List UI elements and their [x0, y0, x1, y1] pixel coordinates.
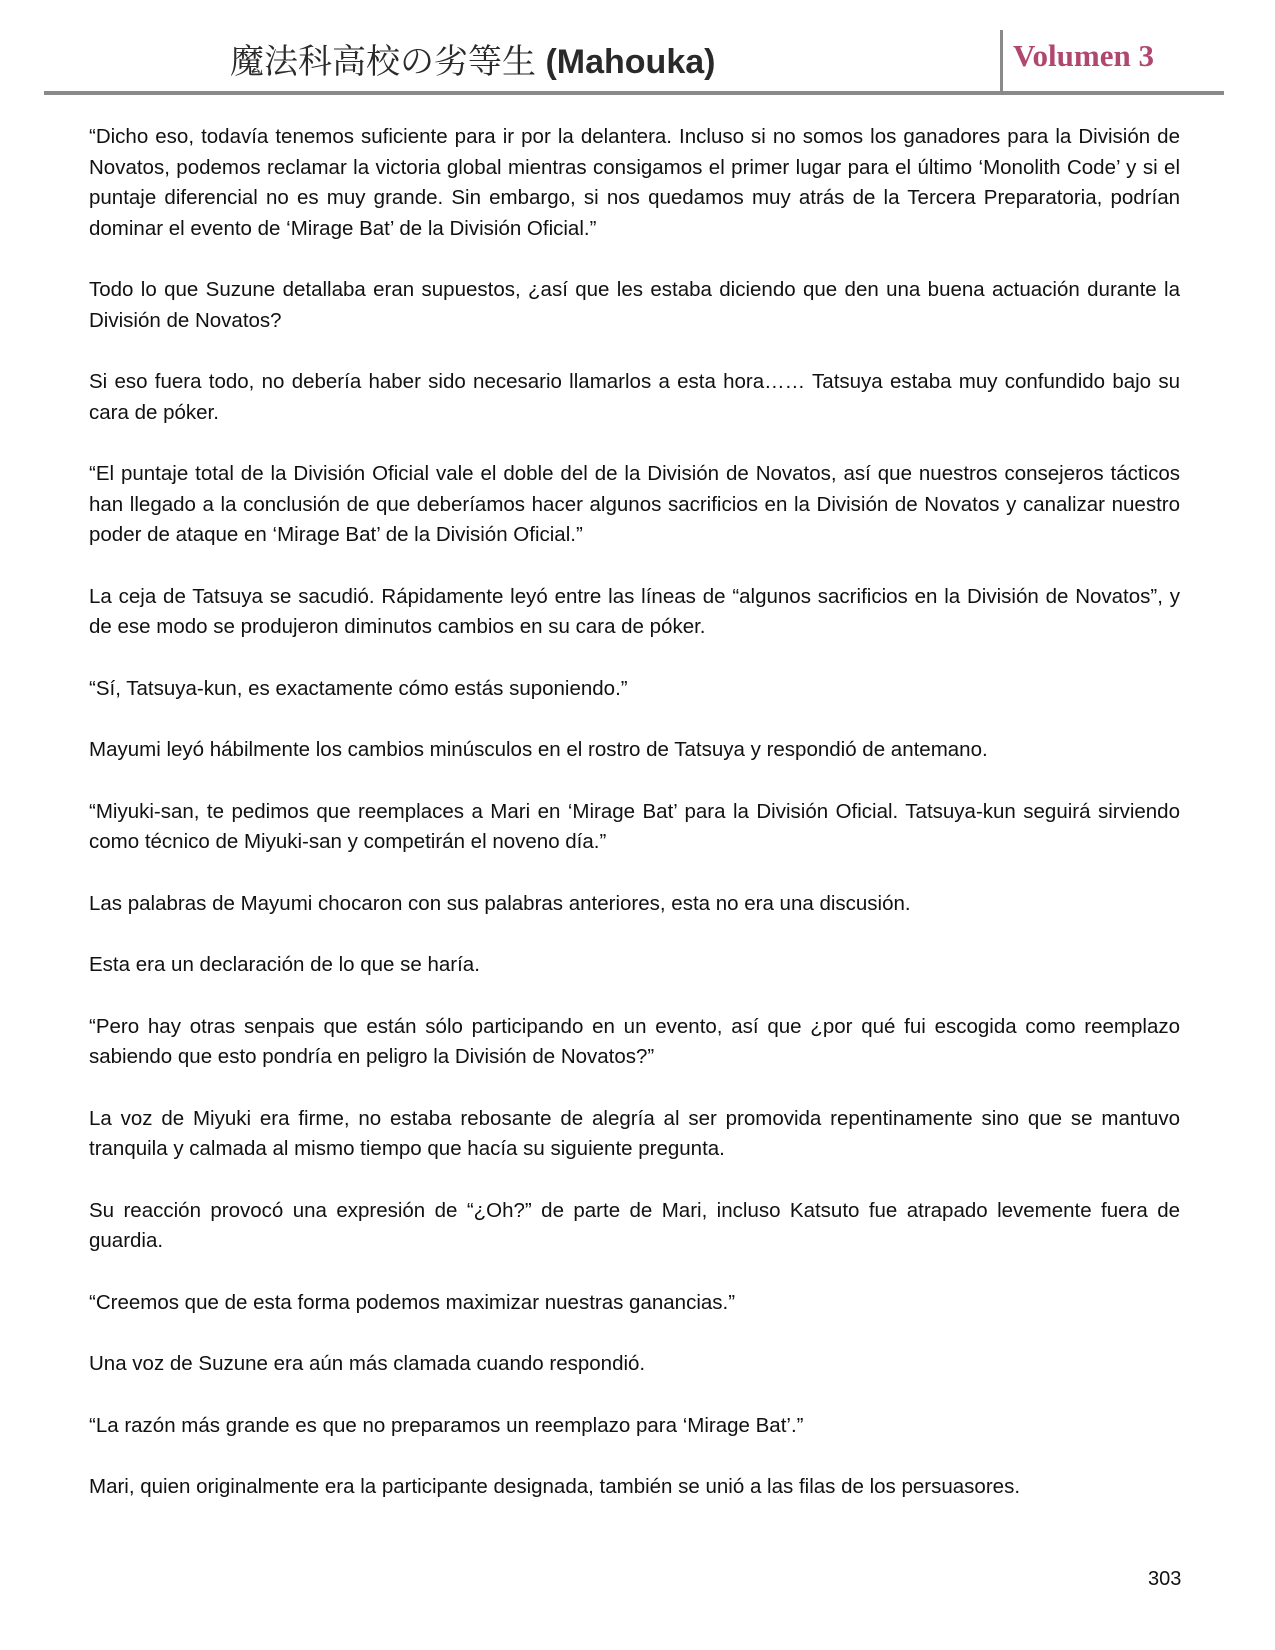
paragraph: Esta era un declaración de lo que se haría. [89, 953, 480, 976]
paragraph: “Sí, Tatsuya-kun, es exactamente cómo estás suponiendo.” [89, 676, 628, 700]
book-title-latin: (Mahouka) [545, 43, 716, 81]
paragraph: “Pero hay otras senpais que están sólo participando en un evento, así que ¿por qué fui escogida como reemplazo sabiendo que esto pondría en peligro la División de Novatos?” [89, 1014, 1180, 1068]
paragraph: Todo lo que Suzune detallaba eran supuestos, ¿así que les estaba diciendo que den una buena actuación durante la División de Novatos? [89, 278, 1180, 332]
book-title-japanese: 魔法科高校の劣等生 [230, 43, 536, 81]
paragraph: “El puntaje total de la División Oficial vale el doble del de la División de Novatos, así que nuestros consejeros tácticos han llegado a la conclusión de que deberíamos hacer algunos sacrificios en la División de Novatos y canalizar nuestro poder de ataque en ‘Mirage Bat’ de la División Oficial.” [89, 462, 1180, 546]
header-vertical-divider [1000, 30, 1003, 94]
body-text [89, 122, 1180, 1534]
paragraph: Una voz de Suzune era aún más clamada cuando respondió. [89, 1352, 646, 1375]
paragraph: Su reacción provocó una expresión de “¿Oh?” de parte de Mari, incluso Katsuto fue atrapado levemente fuera de guardia. [89, 1198, 1180, 1252]
page-number: 303 [1148, 1568, 1182, 1590]
volume-label: Volumen 3 [1013, 38, 1154, 73]
paragraph: La ceja de Tatsuya se sacudió. Rápidamente leyó entre las líneas de “algunos sacrificios en la División de Novatos”, y de ese modo se produjeron diminutos cambios en su cara de póker. [89, 584, 1180, 638]
paragraph: “Dicho eso, todavía tenemos suficiente para ir por la delantera. Incluso si no somos los ganadores para la División de Novatos, podemos reclamar la victoria global mientras consigamos el primer lugar para el último ‘Monolith Code’ y si el puntaje diferencial no es muy grande. Sin embargo, si nos quedamos muy atrás de la Tercera Preparatoria, podrían dominar el evento de ‘Mirage Bat’ de la División Oficial.” [89, 125, 1180, 240]
book-title [230, 34, 770, 83]
paragraph: La voz de Miyuki era firme, no estaba rebosante de alegría al ser promovida repentinamente sino que se mantuvo tranquila y calmada al mismo tiempo que hacía su siguiente pregunta. [89, 1106, 1180, 1160]
paragraph: “La razón más grande es que no preparamos un reemplazo para ‘Mirage Bat’.” [89, 1413, 804, 1437]
paragraph: Si eso fuera todo, no debería haber sido necesario llamarlos a esta hora…… Tatsuya estaba muy confundido bajo su cara de póker. [89, 370, 1180, 424]
paragraph: “Miyuki-san, te pedimos que reemplaces a Mari en ‘Mirage Bat’ para la División Oficial. Tatsuya-kun seguirá sirviendo como técnico de Miyuki-san y competirán el noveno día.” [89, 799, 1180, 853]
header-rule [44, 91, 1224, 95]
paragraph: Mayumi leyó hábilmente los cambios minúsculos en el rostro de Tatsuya y respondió de antemano. [89, 738, 988, 761]
paragraph: Las palabras de Mayumi chocaron con sus palabras anteriores, esta no era una discusión. [89, 891, 911, 915]
paragraph: “Creemos que de esta forma podemos maximizar nuestras ganancias.” [89, 1290, 736, 1314]
paragraph: Mari, quien originalmente era la participante designada, también se unió a las filas de los persuasores. [89, 1475, 1021, 1498]
page-header [0, 0, 1275, 100]
